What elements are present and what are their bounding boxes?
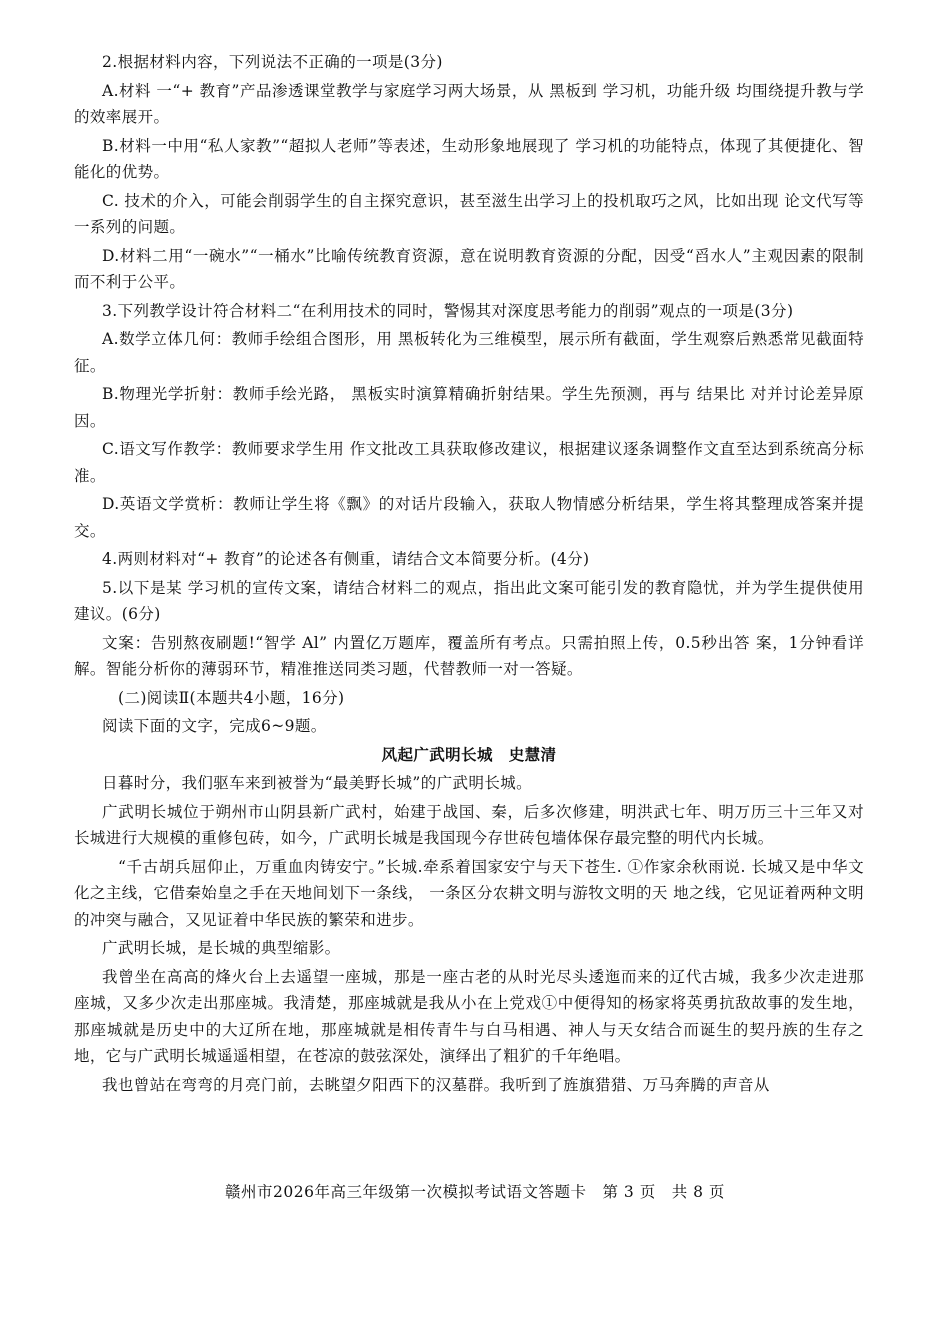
- question-3-option-d: D.英语文学赏析：教师让学生将《飘》的对话片段输入，获取人物情感分析结果，学生将其整理成答案并提交。: [74, 495, 864, 540]
- question-3-stem: 3.下列教学设计符合材料二“在利用技术的同时，警惕其对深度思考能力的削弱”观点的一项是(3分): [102, 301, 794, 320]
- page-footer: 赣州市2026年高三年级第一次模拟考试语文答题卡 第 3 页 共 8 页: [225, 1183, 725, 1201]
- question-2-stem: 2.根据材料内容，下列说法不正确的一项是(3分): [102, 53, 443, 71]
- article-paragraph: 我也曾站在弯弯的月亮门前，去眺望夕阳西下的汉墓群。我听到了旌旗猎猎、万马奔腾的声音从: [102, 1075, 770, 1094]
- question-3-option-a: A.数学立体几何：教师手绘组合图形，用 黑板转化为三维模型，展示所有截面，学生观察后熟悉常见截面特征。: [74, 330, 864, 375]
- section-2-instruction: 阅读下面的文字，完成6~9题。: [102, 717, 327, 735]
- article-paragraph: 我曾坐在高高的烽火台上去遥望一座城，那是一座古老的从时光尽头逶迤而来的辽代古城，我多少次走进那座城，又多少次走出那座城。我清楚，那座城就是我从小在上党戏①中便得知的杨家将英勇抗敌故事的发生地，那座城就是历史中的大辽所在地，那座城就是相传青牛与白马相遇、神人与天女结合而诞生的契丹族的生存之地，它与广武明长城遥遥相望，在苍凉的鼓弦深处，演绎出了粗犷的千年绝唱。: [74, 967, 864, 1065]
- article-paragraph: 广武明长城位于朔州市山阴县新广武村，始建于战国、秦，后多次修建，明洪武七年、明万历三十三年又对长城进行大规模的重修包砖，如今，广武明长城是我国现今存世砖包墙体保存最完整的明代内长城。: [74, 802, 864, 847]
- question-4: 4.两则材料对“+ 教育”的论述各有侧重，请结合文本简要分析。(4分): [102, 550, 590, 568]
- question-5: 5.以下是某 学习机的宣传文案，请结合材料二的观点，指出此文案可能引发的教育隐忧，并为学生提供使用建议。(6分): [74, 578, 864, 623]
- question-3-option-c: C.语文写作教学：教师要求学生用 作文批改工具获取修改建议，根据建议逐条调整作文直至达到系统高分标准。: [74, 440, 864, 485]
- article-paragraph: 广武明长城，是长城的典型缩影。: [102, 939, 341, 957]
- article-paragraph: 日暮时分，我们驱车来到被誉为“最美野长城”的广武明长城。: [102, 774, 533, 792]
- question-2-option-b: B.材料一中用“私人家教”“超拟人老师”等表述，生动形象地展现了 学习机的功能特点，体现了其便捷化、智能化的优势。: [74, 136, 864, 181]
- article-paragraph: “千古胡兵屈仰止，万重血肉铸安宁。”长城.牵系着国家安宁与天下苍生. ①作家余秋雨说. 长城又是中华文化之主线，它借秦始皇之手在天地间划下一条线， 一条区分农耕文明与游牧文明的天 地之线，它见证着两种文明的冲突与融合，又见证着中华民族的繁荣和进步。: [74, 857, 864, 929]
- question-2-option-a: A.材料 一“+ 教育”产品渗透课堂教学与家庭学习两大场景，从 黑板到 学习机，功能升级 均围绕提升教与学的效率展开。: [74, 81, 864, 126]
- article-title: 风起广武明长城 史慧清: [381, 745, 557, 764]
- question-2-option-d: D.材料二用“一碗水”“一桶水”比喻传统教育资源，意在说明教育资源的分配，因受“舀水人”主观因素的限制而不利于公平。: [74, 246, 864, 291]
- question-2-option-c: C. 技术的介入，可能会削弱学生的自主探究意识，甚至滋生出学习上的投机取巧之风，比如出现 论文代写等一系列的问题。: [74, 191, 864, 236]
- page-content: [74, 49, 864, 1100]
- advertisement-text: 文案：告别熬夜刷题!“智学 Al” 内置亿万题库，覆盖所有考点。只需拍照上传，0.5秒出答 案，1分钟看详解。智能分析你的薄弱环节，精准推送同类习题，代替教师一对一答疑。: [74, 633, 864, 678]
- section-2-heading: (二)阅读Ⅱ(本题共4小题，16分): [118, 688, 345, 707]
- question-3-option-b: B.物理光学折射：教师手绘光路， 黑板实时演算精确折射结果。学生先预测，再与 结果比 对并讨论差异原因。: [74, 385, 864, 430]
